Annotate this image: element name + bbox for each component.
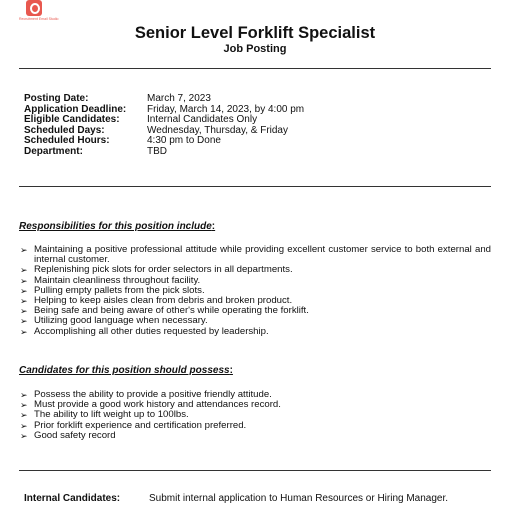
responsibilities-list [19, 245, 491, 337]
list-item-text: Maintain cleanliness throughout facility. [34, 274, 201, 286]
list-item-text: The ability to lift weight up to 100lbs. [34, 409, 189, 421]
detail-label: Department: [24, 145, 83, 157]
detail-label: Scheduled Hours: [24, 135, 110, 147]
list-item-text: Pulling empty pallets from the pick slots. [34, 284, 205, 296]
divider-middle [19, 186, 491, 187]
bullet-arrow-icon: ➢ [20, 265, 28, 276]
logo-text: Recruitment Email Studio [19, 17, 59, 21]
list-item-text: Good safety record [34, 429, 116, 441]
footer-value: Submit internal application to Human Resources or Hiring Manager. [149, 493, 449, 504]
detail-value: 4:30 pm to Done [147, 135, 221, 147]
logo-icon [26, 0, 42, 16]
list-item [19, 327, 491, 337]
bullet-arrow-icon: ➢ [20, 390, 28, 400]
footer-label: Internal Candidates: [24, 493, 121, 504]
candidates-heading-colon: : [229, 365, 233, 376]
list-item [19, 431, 491, 441]
detail-label: Eligible Candidates: [24, 114, 120, 126]
page-title: Senior Level Forklift Specialist [134, 24, 376, 42]
bullet-arrow-icon: ➢ [20, 245, 28, 255]
list-item-text: Must provide a good work history and attendances record. [34, 399, 281, 411]
bullet-arrow-icon: ➢ [20, 410, 28, 421]
bullet-arrow-icon: ➢ [20, 326, 28, 337]
detail-row [24, 147, 304, 158]
list-item-text: Being safe and being aware of other's while operating the forklift. [34, 305, 309, 317]
detail-value: TBD [147, 145, 167, 157]
responsibilities-heading [19, 221, 215, 232]
detail-value: March 7, 2023 [147, 93, 211, 104]
posting-details [24, 94, 304, 158]
list-item [19, 245, 491, 265]
list-item-text: Replenishing pick slots for order selectors in all departments. [34, 264, 293, 276]
bullet-arrow-icon: ➢ [20, 316, 28, 327]
bullet-arrow-icon: ➢ [20, 306, 28, 317]
detail-label: Scheduled Days: [24, 124, 105, 136]
responsibilities-heading-colon: : [211, 221, 216, 232]
candidates-heading-text: Candidates for this position should possess [19, 365, 230, 376]
detail-label: Posting Date: [24, 93, 89, 104]
bullet-arrow-icon: ➢ [20, 430, 28, 441]
footer-instructions [24, 493, 448, 504]
detail-row [24, 94, 304, 105]
bullet-arrow-icon: ➢ [20, 296, 28, 307]
responsibilities-heading-text: Responsibilities for this position include [19, 221, 212, 232]
detail-value: Wednesday, Thursday, & Friday [147, 124, 288, 136]
candidates-heading [19, 365, 233, 376]
detail-value: Internal Candidates Only [147, 114, 258, 126]
divider-top [19, 68, 491, 69]
list-item-text: Accomplishing all other duties requested by leadership. [34, 325, 269, 337]
page-subtitle: Job Posting [223, 43, 287, 55]
candidates-list [19, 390, 491, 441]
bullet-arrow-icon: ➢ [20, 400, 28, 411]
list-item-text: Helping to keep aisles clean from debris and broken product. [34, 295, 293, 307]
bullet-arrow-icon: ➢ [20, 420, 28, 431]
divider-bottom [19, 470, 491, 471]
list-item-text: Maintaining a positive professional attitude while providing excellent customer service to both external and internal customer. [34, 244, 491, 266]
bullet-arrow-icon: ➢ [20, 285, 28, 296]
logo [19, 0, 59, 26]
detail-label: Application Deadline: [24, 103, 127, 115]
list-item-text: Utilizing good language when necessary. [34, 315, 208, 327]
list-item-text: Prior forklift experience and certification preferred. [34, 419, 247, 431]
bullet-arrow-icon: ➢ [20, 275, 28, 286]
detail-value: Friday, March 14, 2023, by 4:00 pm [147, 103, 305, 115]
list-item-text: Possess the ability to provide a positive friendly attitude. [34, 389, 272, 400]
